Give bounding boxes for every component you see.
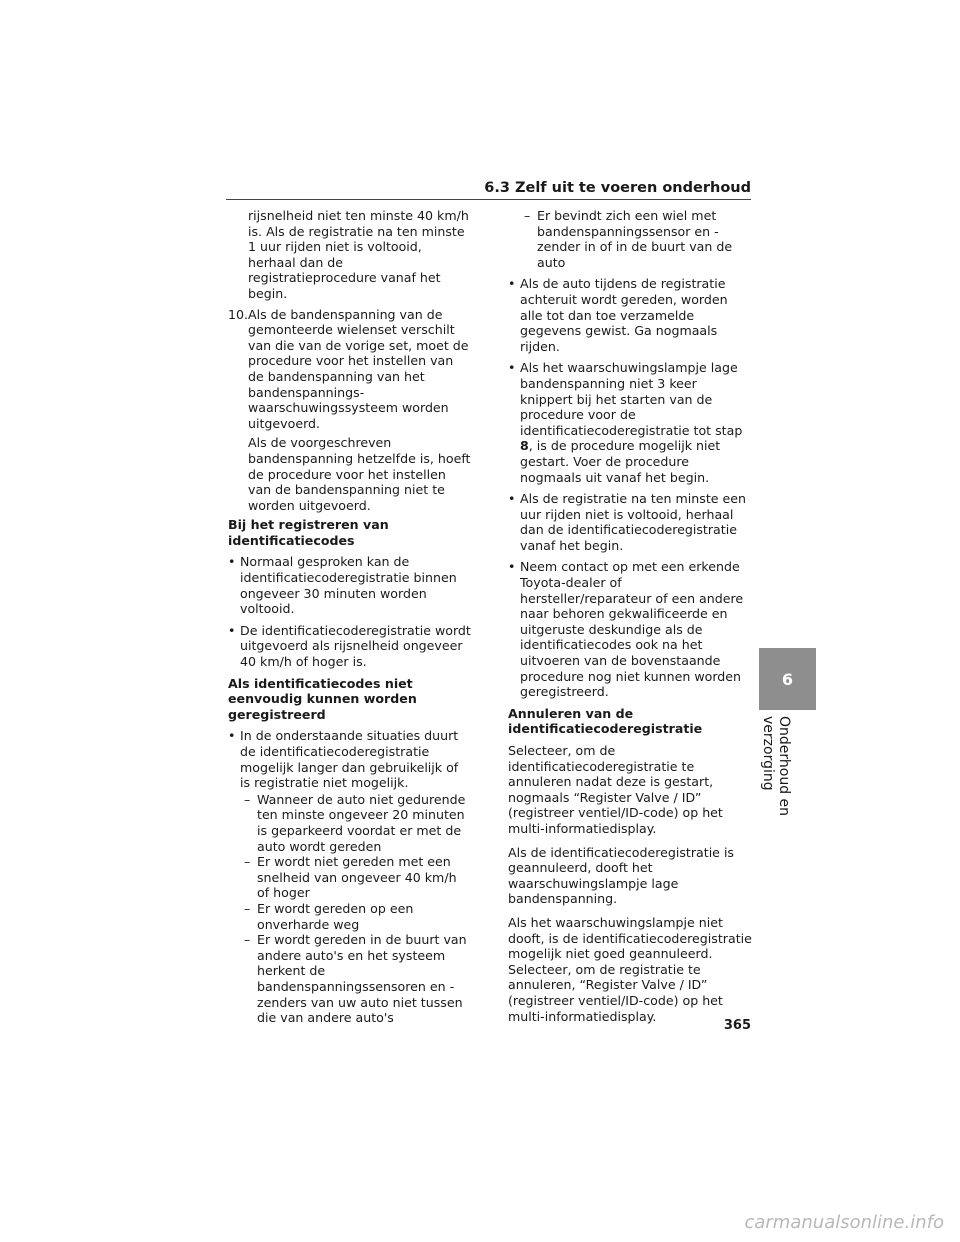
dash-icon: – xyxy=(244,932,251,948)
step-number: 10. xyxy=(228,306,249,322)
bullet-icon: • xyxy=(508,276,516,292)
heading-cancel-registration: Annuleren van de identificatiecoderegistratie xyxy=(508,705,703,737)
list-item: • Als de auto tijdens de registratie achteruit wordt gereden, worden alle tot dan toe verzamelde gegevens gewist. Ga nogmaals rijden. xyxy=(508,276,728,354)
dash-icon: – xyxy=(244,791,251,807)
chapter-side-label: Onderhoud en verzorging xyxy=(760,716,792,817)
sub-list-item: – Er bevindt zich een wiel met bandenspanningssensor en -zender in of in de buurt van de auto xyxy=(524,208,733,270)
watermark: carmanualsonline.info xyxy=(744,1212,944,1233)
situations-list xyxy=(240,792,472,1026)
bullet-icon: • xyxy=(508,491,516,507)
chapter-tab: 6 xyxy=(759,648,816,710)
right-column xyxy=(508,208,752,1032)
sub-list-item: – Er wordt gereden op een onverharde weg xyxy=(244,900,414,932)
bullet-icon: • xyxy=(228,622,236,638)
page-number: 365 xyxy=(723,1018,751,1033)
list-item: • Normaal gesproken kan de identificatiecoderegistratie binnen ongeveer 30 minuten worden voltooid. xyxy=(228,554,457,617)
bullet-icon: • xyxy=(508,360,516,376)
list-item: • Als de registratie na ten minste een uur rijden niet is voltooid, herhaal dan de identificatiecoderegistratie vanaf het begin. xyxy=(508,491,746,553)
continuation-text: rijsnelheid niet ten minste 40 km/h is. Als de registratie na ten minste 1 uur rijden niet is voltooid, herhaal dan de registratieprocedure vanaf het begin. xyxy=(248,208,469,301)
situations-intro: In de onderstaande situaties duurt de identificatiecoderegistratie mogelijk langer dan gebruikelijk of is registratie niet mogelijk. xyxy=(240,728,459,791)
sub-list-item: – Er wordt niet gereden met een snelheid van ongeveer 40 km/h of hoger xyxy=(244,854,457,901)
heading-registering-codes: Bij het registreren van identificatiecodes xyxy=(228,517,389,548)
heading-codes-not-registered: Als identificatiecodes niet eenvoudig kunnen worden geregistreerd xyxy=(228,675,417,722)
cancel-paragraph-2: Als de identificatiecoderegistratie is geannuleerd, dooft het waarschuwingslampje lage bandenspanning. xyxy=(508,844,734,907)
cancel-paragraph-3: Als het waarschuwingslampje niet dooft, is de identificatiecoderegistratie mogelijk niet goed geannuleerd. Selecteer, om de registratie te annuleren, “Register Valve / ID” (registreer ventiel/ID-code) op het multi-informatiedisplay. xyxy=(508,914,752,1024)
bullet-icon: • xyxy=(228,728,236,744)
step-reference: 8 xyxy=(520,438,529,454)
list-item: • De identificatiecoderegistratie wordt uitgevoerd als rijsnelheid ongeveer 40 km/h of hoger is. xyxy=(228,622,471,670)
bullet-icon: • xyxy=(508,559,516,575)
bullet-icon: • xyxy=(228,554,236,570)
list-item xyxy=(228,728,472,1025)
dash-icon: – xyxy=(244,854,251,870)
sub-list-item: – Wanneer de auto niet gedurende ten minste ongeveer 20 minuten is geparkeerd voordat er met de auto wordt gereden xyxy=(244,791,466,854)
dash-icon: – xyxy=(524,208,531,223)
step-10-text: Als de bandenspanning van de gemonteerde wielenset verschilt van die van de vorige set, moet de procedure voor het instellen van de bandenspanning van het bandenspanningswaarschuwingssysteem worden uitgevoerd. xyxy=(248,306,469,431)
list-item: • Als het waarschuwingslampje lage bandenspanning niet 3 keer knippert bij het starten van de procedure voor de identificatiecoderegistratie tot stap 8, is de procedure mogelijk niet gestart. Voer de procedure nogmaals uit vanaf het begin. xyxy=(508,360,743,485)
section-header: 6.3 Zelf uit te voeren onderhoud xyxy=(484,180,751,196)
step-10-note: Als de voorgeschreven bandenspanning hetzelfde is, hoeft de procedure voor het instellen van de bandenspanning niet te worden uitgevoerd. xyxy=(248,435,471,513)
left-column xyxy=(228,208,472,1032)
cancel-paragraph-1: Selecteer, om de identificatiecoderegistratie te annuleren nadat deze is gestart, nogmaals “Register Valve / ID” (registreer ventiel/ID-code) op het multi-informatiedisplay. xyxy=(508,743,723,836)
step-10 xyxy=(228,307,472,514)
dash-icon: – xyxy=(244,900,251,916)
list-item: • Neem contact op met een erkende Toyota-dealer of hersteller/reparateur of een andere naar behoren gekwalificeerde en uitgeruste deskundige als de identificatiecodes ook na het uitvoeren van de bovenstaande procedure nog niet kunnen worden geregistreerd. xyxy=(508,559,744,700)
sub-list-item: – Er wordt gereden in de buurt van andere auto's en het systeem herkent de bandenspanningssensoren en -zenders van uw auto niet tussen die van andere auto's xyxy=(244,932,467,1026)
header-divider xyxy=(226,199,751,200)
